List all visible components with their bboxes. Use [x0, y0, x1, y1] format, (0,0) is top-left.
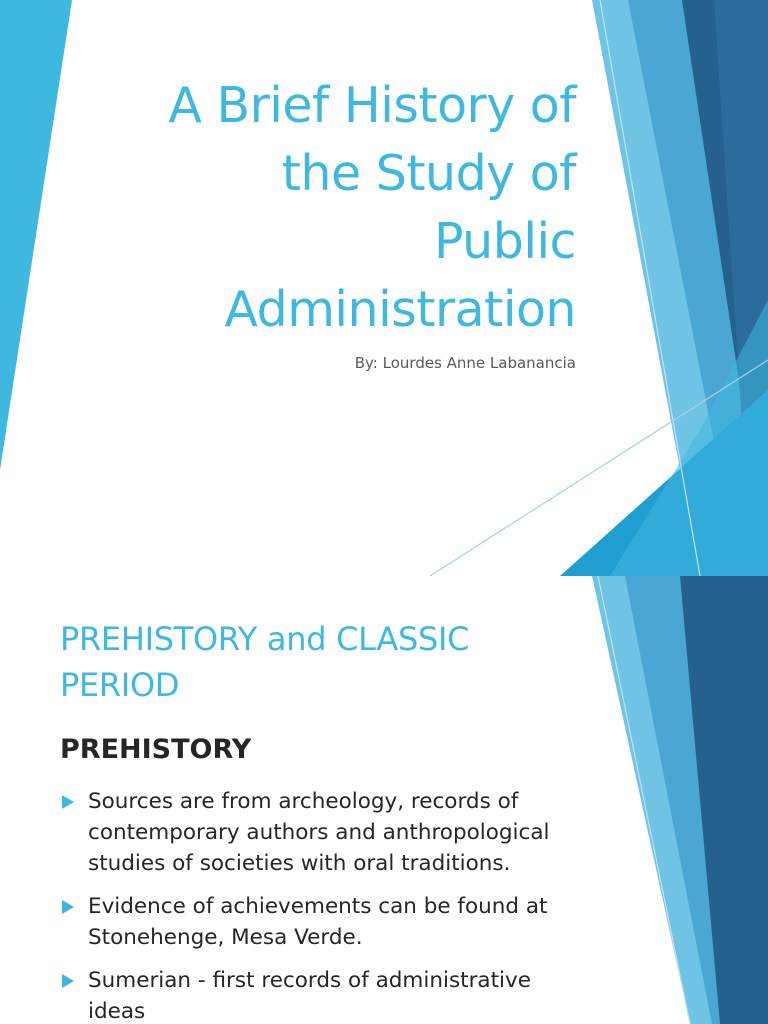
triangle-bullet-icon	[62, 974, 74, 988]
presentation-title	[56, 72, 576, 344]
content-slide	[0, 576, 768, 1024]
triangle-bullet-icon	[62, 900, 74, 914]
bullet-list	[60, 786, 590, 1024]
title-line: Public	[433, 213, 576, 270]
bullet-text: Evidence of achievements can be found at Stonehenge, Mesa Verde.	[88, 894, 548, 950]
list-item	[60, 965, 590, 1024]
list-item	[60, 786, 590, 879]
title-line: Administration	[224, 281, 576, 338]
heading-line: PERIOD	[60, 666, 180, 704]
bullet-text: Sources are from archeology, records of contemporary authors and anthropological studies of societies with oral traditions.	[88, 789, 550, 876]
heading-line: PREHISTORY and CLASSIC	[60, 620, 470, 658]
title-block	[56, 72, 576, 372]
bullet-text: Sumerian - first records of administrative ideas	[88, 968, 531, 1024]
author-subtitle: By: Lourdes Anne Labanancia	[354, 354, 576, 372]
subheading: PREHISTORY	[60, 734, 252, 765]
section-heading	[60, 616, 540, 708]
title-line: A Brief History of	[168, 77, 576, 134]
triangle-bullet-icon	[62, 795, 74, 809]
list-item	[60, 891, 590, 953]
title-line: the Study of	[281, 145, 576, 202]
